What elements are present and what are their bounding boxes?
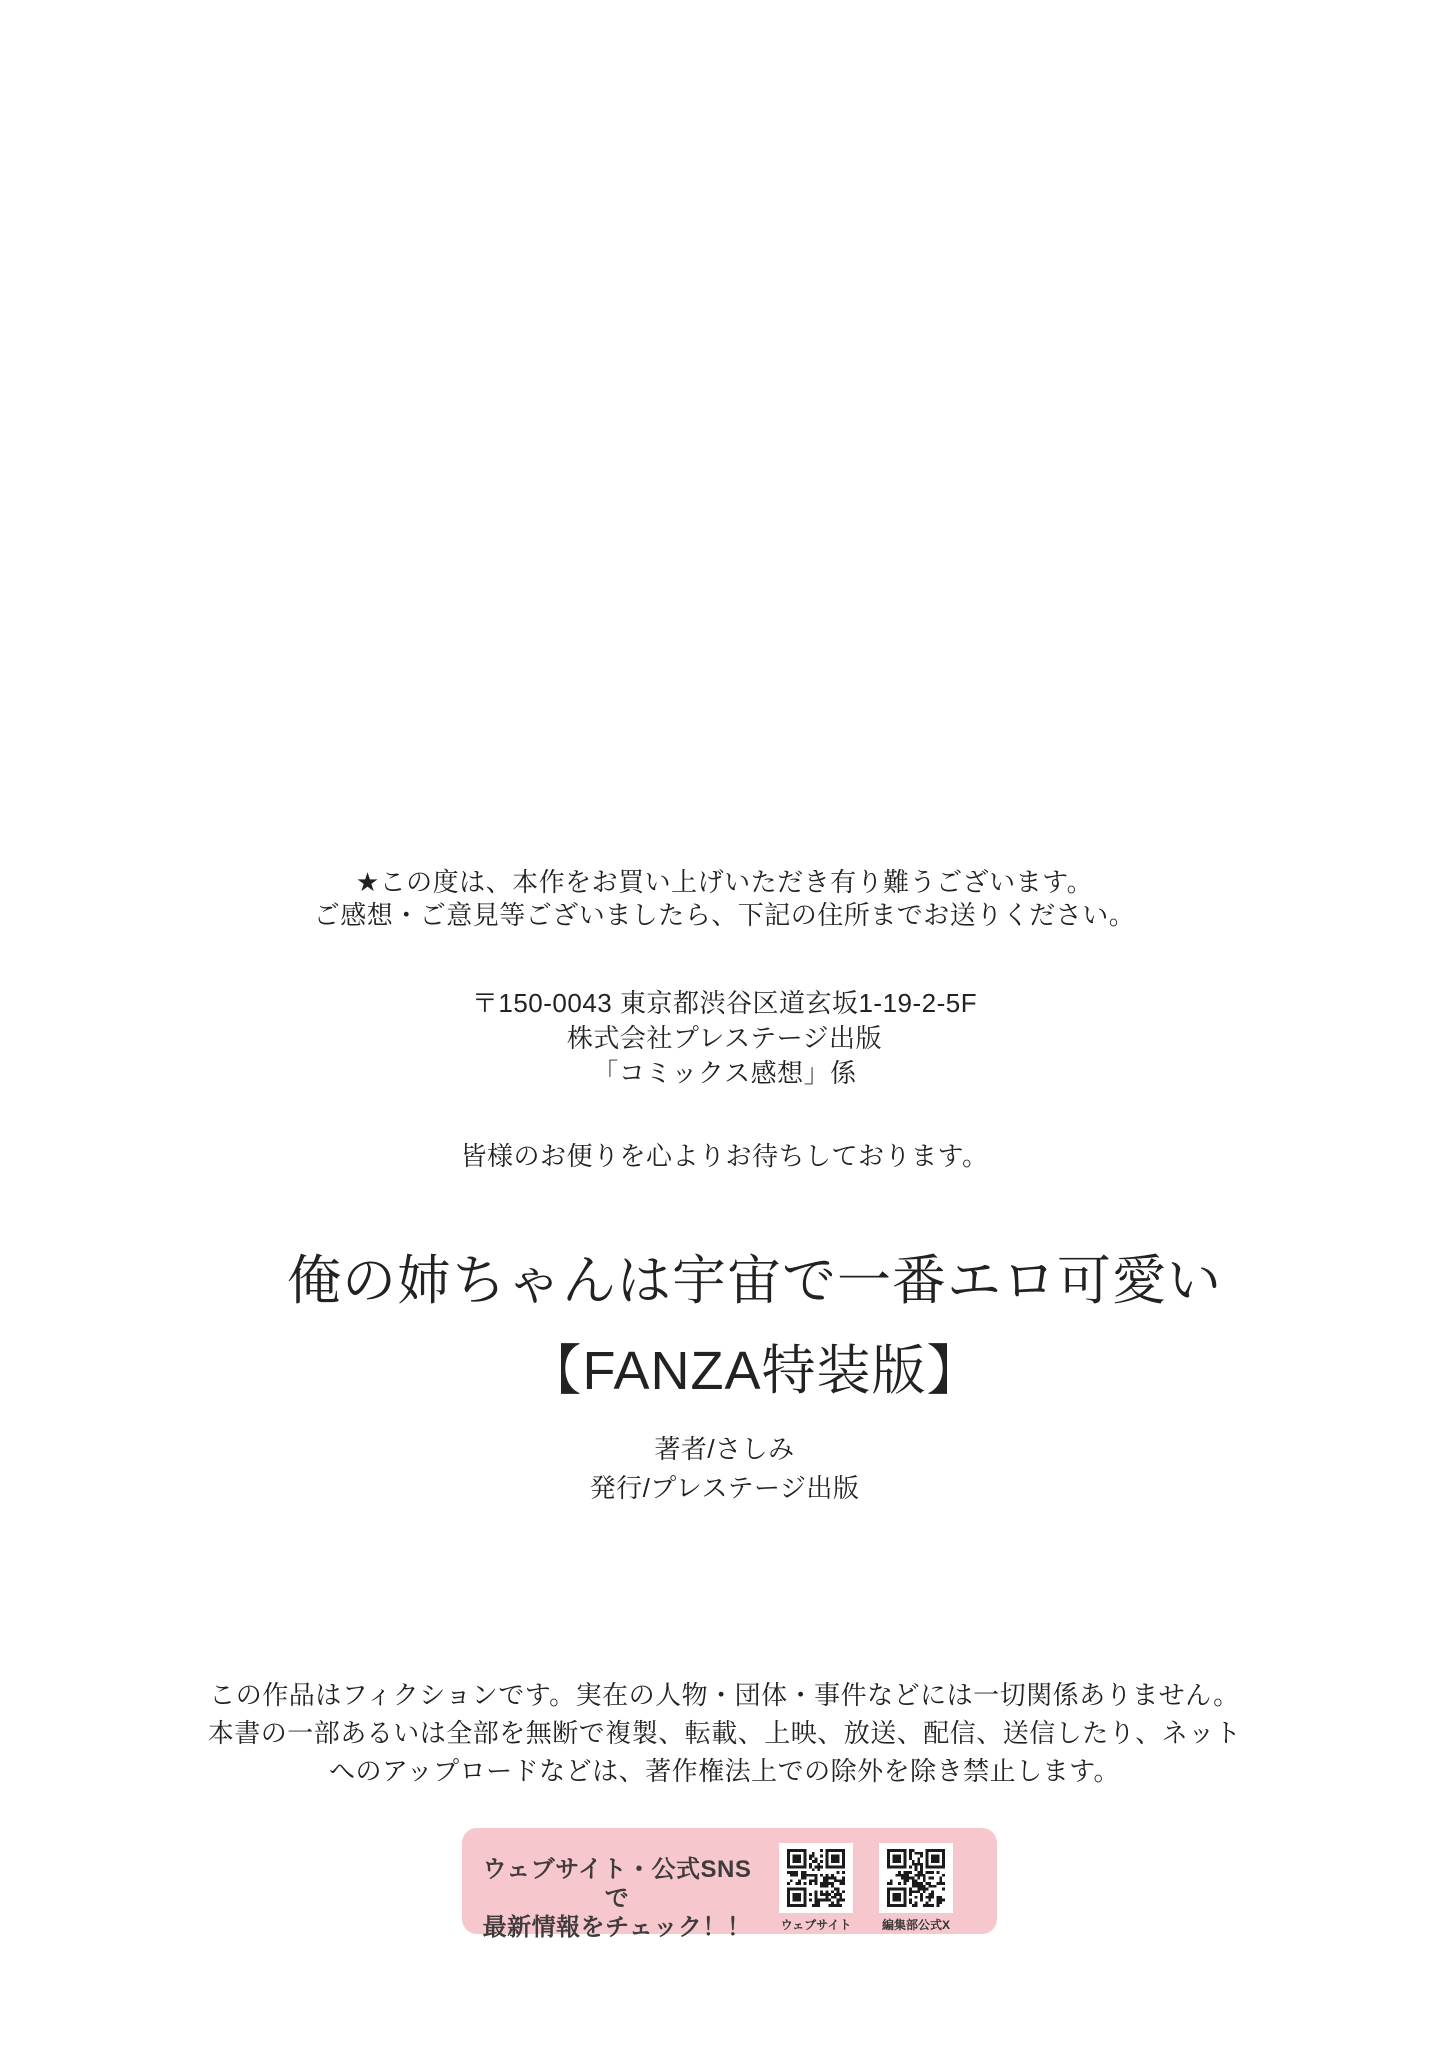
address-line-section: 「コミックス感想」係 bbox=[592, 1058, 857, 1088]
publisher-address bbox=[0, 986, 1449, 1091]
qr-official-x-label: 編集部公式X bbox=[881, 1918, 950, 1932]
credits bbox=[0, 1430, 1449, 1508]
qr-website-label: ウェブサイト bbox=[780, 1918, 852, 1932]
book-edition: 【FANZA特装版】 bbox=[527, 1341, 982, 1401]
publisher-credit: 発行/プレステージ出版 bbox=[589, 1473, 860, 1503]
greeting-text bbox=[0, 866, 1449, 932]
greeting-line-2: ご感想・ご意見等ございましたら、下記の住所までお送りください。 bbox=[313, 900, 1136, 930]
letters-note: 皆様のお便りを心よりお待ちしております。 bbox=[460, 1141, 989, 1171]
copyright-disclaimer bbox=[0, 1676, 1449, 1790]
author-credit: 著者/さしみ bbox=[654, 1434, 795, 1464]
disclaimer-line-1: この作品はフィクションです。実在の人物・団体・事件などには一切関係ありません。 bbox=[209, 1680, 1240, 1710]
qr-code-official-x-icon bbox=[879, 1843, 953, 1913]
qr-code-website-icon bbox=[779, 1843, 853, 1913]
address-line-company: 株式会社プレステージ出版 bbox=[566, 1023, 883, 1053]
disclaimer-line-2: 本書の一部あるいは全部を無断で複製、転載、上映、放送、配信、送信したり、ネット bbox=[207, 1718, 1242, 1748]
disclaimer-line-3: へのアップロードなどは、著作権法上での除外を除き禁止します。 bbox=[328, 1756, 1121, 1786]
sns-info-line-1: ウェブサイト・公式SNSで bbox=[482, 1856, 752, 1912]
book-title: 俺の姉ちゃんは宇宙で一番エロ可愛い bbox=[287, 1251, 1222, 1311]
greeting-line-1: ★この度は、本作をお買い上げいただき有り難うございます。 bbox=[355, 867, 1094, 897]
sns-info-line-2: 最新情報をチェック！！ bbox=[482, 1914, 752, 1941]
address-line-postal: 〒150-0043 東京都渋谷区道玄坂1-19-2-5F bbox=[471, 988, 978, 1018]
sns-info-text bbox=[482, 1855, 752, 1942]
sns-info-box bbox=[462, 1828, 997, 1941]
